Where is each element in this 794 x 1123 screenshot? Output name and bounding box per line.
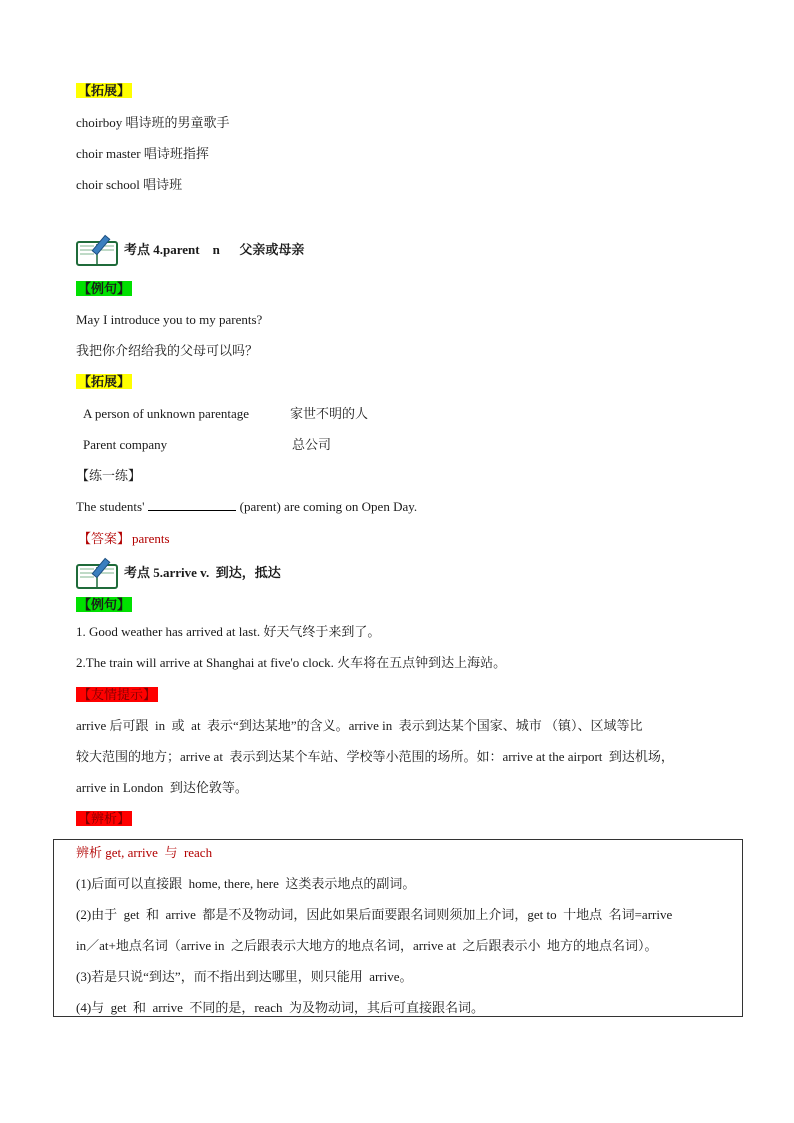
section-heading-point4 [76, 234, 304, 266]
book-pencil-icon [76, 234, 118, 266]
answer-label: 【答案】 [78, 531, 131, 546]
analysis-box-title: 辨析 get, arrive 与 reach [76, 845, 213, 860]
analysis-box-line: in／at+地点名词（arrive in 之后跟表示大地方的地点名词，arrive at 之后跟表示小 地方的地点名词）。 [76, 938, 658, 953]
extension-item-en: Parent company [83, 437, 168, 452]
example-sentence-zh: 我把你介绍给我的父母可以吗？ [76, 343, 259, 358]
example-label: 【例句】 [78, 597, 131, 612]
answer-value: parents [132, 531, 170, 546]
point5-title: 考点 5.arrive v. 到达，抵达 [124, 565, 281, 580]
tip-line: arrive 后可跟 in 或 at 表示“到达某地”的含义。arrive in 表示到达某个国家、城市 （镇）、区域等比 [76, 718, 643, 733]
tip-line: arrive in London 到达伦敦等。 [76, 780, 248, 795]
practice-label: 【练一练】 [76, 468, 142, 483]
section-heading-point5 [76, 557, 281, 589]
tip-label: 【友情提示】 [78, 687, 157, 702]
extension-label: 【拓展】 [78, 374, 131, 389]
extension-label: 【拓展】 [78, 83, 131, 98]
analysis-box-line: (4)与 get 和 arrive 不同的是，reach 为及物动词，其后可直接跟名词。 [76, 1000, 484, 1015]
analysis-box [53, 839, 743, 1017]
extension-item-zh: 总公司 [292, 437, 332, 452]
analysis-box-line: (3)若是只说“到达”，而不指出到达哪里，则只能用 arrive。 [76, 969, 413, 984]
example-sentence: 2.The train will arrive at Shanghai at five'o clock. 火车将在五点钟到达上海站。 [76, 655, 507, 670]
tip-line: 较大范围的地方；arrive at 表示到达某个车站、学校等小范围的场所。如：arrive at the airport 到达机场， [76, 749, 674, 764]
answer-line [76, 530, 170, 548]
analysis-box-line: (1)后面可以直接跟 home, there, here 这类表示地点的副词。 [76, 876, 416, 891]
extension-item-zh: 家世不明的人 [290, 406, 369, 421]
analysis-label: 【辨析】 [78, 811, 131, 826]
analysis-box-line: (2)由于 get 和 arrive 都是不及物动词，因此如果后面要跟名词则须加上介词，get to 十地点 名词=arrive [76, 907, 673, 922]
extension-item-en: A person of unknown parentage [83, 406, 250, 421]
example-sentence: 1. Good weather has arrived at last. 好天气终于来到了。 [76, 624, 381, 639]
book-pencil-icon [76, 557, 118, 589]
practice-sentence: The students' (parent) are coming on Open Day. [76, 499, 418, 514]
answer-blank [148, 498, 236, 511]
extension-line: choir master 唱诗班指挥 [76, 146, 209, 161]
extension-line: choir school 唱诗班 [76, 177, 183, 192]
point4-title: 考点 4.parent n 父亲或母亲 [124, 242, 305, 257]
extension-line: choirboy 唱诗班的男童歌手 [76, 115, 230, 130]
example-sentence-en: May I introduce you to my parents? [76, 312, 263, 327]
example-label: 【例句】 [78, 281, 131, 296]
